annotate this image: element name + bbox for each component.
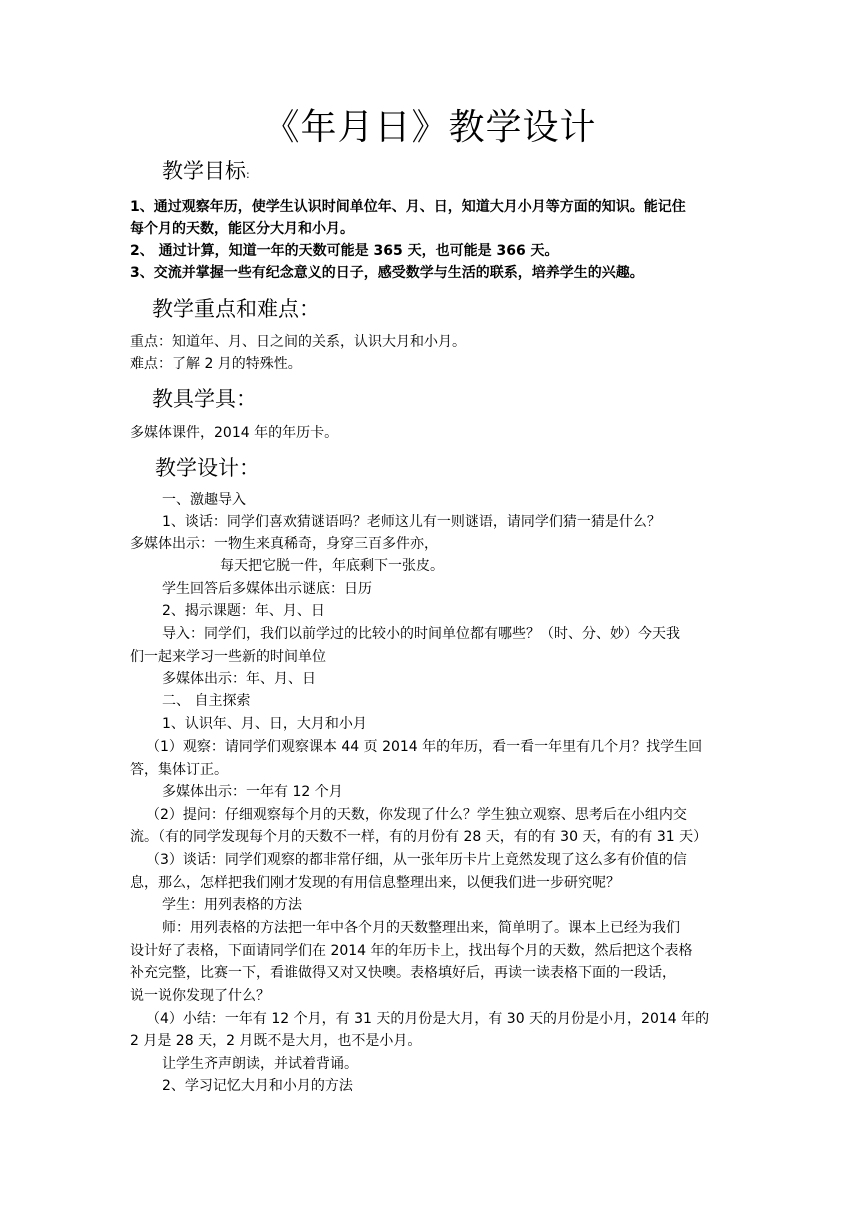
tools-line: 多媒体课件，2014 年的年历卡。 [130, 425, 339, 441]
design-line: 二、 自主探索 [162, 693, 251, 709]
design-line: 说一说你发现了什么？ [130, 988, 270, 1004]
heading-teaching-design: 教学设计： [155, 456, 260, 480]
design-line: 让学生齐声朗读，并试着背诵。 [162, 1056, 358, 1072]
goal-line: 1、通过观察年历，使学生认识时间单位年、月、日，知道大月小月等方面的知识。能记住 [130, 199, 686, 215]
design-line: 多媒体出示：一物生来真稀奇，身穿三百多件亦， [130, 536, 438, 552]
design-line: 2、揭示课题：年、月、日 [162, 603, 325, 619]
key-point-line: 难点：了解 2 月的特殊性。 [130, 356, 302, 372]
design-line: 息，那么，怎样把我们刚才发现的有用信息整理出来，以便我们进一步研究呢？ [130, 875, 620, 891]
design-line: 2、学习记忆大月和小月的方法 [162, 1078, 353, 1094]
design-line: 1、认识年、月、日，大月和小月 [162, 716, 367, 732]
heading-colon: : [246, 168, 250, 181]
design-line: 1、谈话：同学们喜欢猜谜语吗？老师这儿有一则谜语，请同学们猜一猜是什么？ [162, 514, 661, 530]
design-line: 导入：同学们，我们以前学过的比较小的时间单位都有哪些？（时、分、妙）今天我 [162, 626, 680, 642]
design-line: 多媒体出示：一年有 12 个月 [162, 784, 343, 800]
document-title: 《年月日》教学设计 [263, 107, 597, 148]
design-line: （3）谈话：同学们观察的都非常仔细，从一张年历卡片上竟然发现了这么多有价值的信 [146, 852, 687, 868]
key-point-line: 重点：知道年、月、日之间的关系，认识大月和小月。 [130, 334, 466, 350]
design-line: （2）提问：仔细观察每个月的天数，你发现了什么？学生独立观察、思考后在小组内交 [146, 807, 687, 823]
heading-teaching-goals-text: 教学目标 [162, 159, 246, 183]
design-line: 学生：用列表格的方法 [162, 897, 302, 913]
heading-teaching-goals [162, 156, 250, 190]
design-line: （1）观察：请同学们观察课本 44 页 2014 年的年历，看一看一年里有几个月？找学生回 [146, 739, 703, 755]
heading-teaching-tools: 教具学具： [152, 387, 257, 411]
heading-key-points: 教学重点和难点： [152, 297, 320, 321]
design-line: 设计好了表格，下面请同学们在 2014 年的年历卡上，找出每个月的天数，然后把这个表格 [130, 943, 693, 959]
design-line: 学生回答后多媒体出示谜底：日历 [162, 581, 372, 597]
design-line: 2 月是 28 天，2 月既不是大月，也不是小月。 [130, 1033, 422, 1049]
design-line: 多媒体出示：年、月、日 [162, 671, 316, 687]
design-line: 补充完整，比赛一下，看谁做得又对又快噢。表格填好后，再读一读表格下面的一段话， [130, 965, 676, 981]
design-line: 每天把它脱一件，年底剩下一张皮。 [220, 558, 444, 574]
design-line: 流。（有的同学发现每个月的天数不一样，有的月份有 28 天，有的有 30 天，有的有 31 天） [130, 829, 708, 845]
design-line: 答，集体订正。 [130, 762, 228, 778]
design-line: 们一起来学习一些新的时间单位 [130, 649, 326, 665]
design-line: 一、激趣导入 [162, 492, 246, 508]
goal-line: 2、 通过计算，知道一年的天数可能是 365 天，也可能是 366 天。 [130, 243, 559, 259]
goal-line: 每个月的天数，能区分大月和小月。 [130, 221, 354, 237]
goal-line: 3、交流并掌握一些有纪念意义的日子，感受数学与生活的联系，培养学生的兴趣。 [130, 265, 644, 281]
design-line: （4）小结：一年有 12 个月，有 31 天的月份是大月，有 30 天的月份是小月，2014 年的 [146, 1011, 710, 1027]
design-line: 师：用列表格的方法把一年中各个月的天数整理出来，简单明了。课本上已经为我们 [162, 920, 680, 936]
